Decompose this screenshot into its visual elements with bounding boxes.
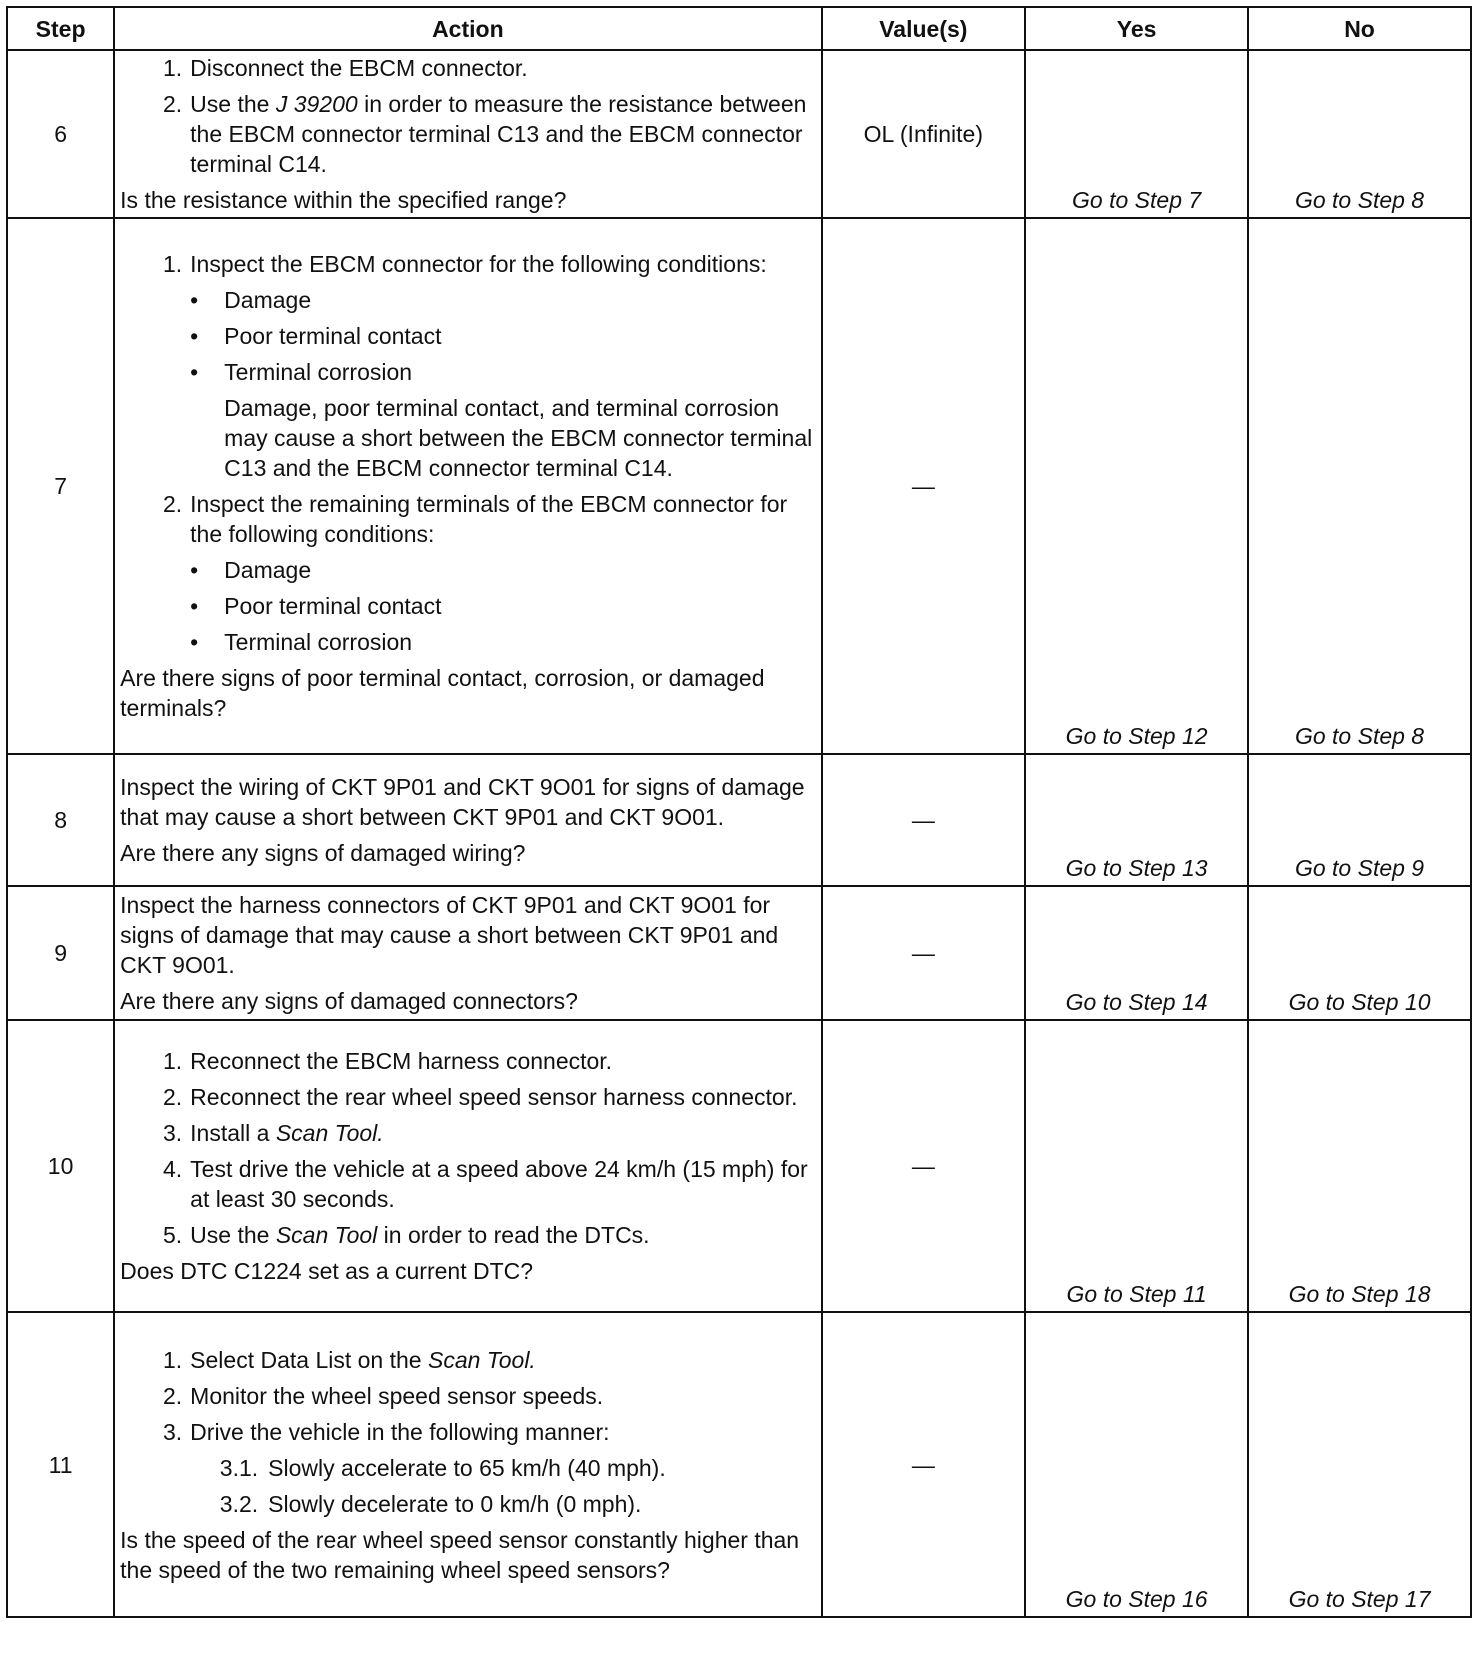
value-cell: — [822, 218, 1026, 754]
action-cell [114, 1020, 821, 1312]
bullet-item: • Damage [190, 287, 312, 313]
list-item: 2. Monitor the wheel speed sensor speeds. [162, 1382, 604, 1409]
header-yes: Yes [1025, 7, 1248, 50]
table-row [7, 1312, 1471, 1617]
yes-link[interactable]: Go to Step 16 [1025, 1312, 1248, 1617]
value-cell: — [822, 754, 1026, 886]
bullet-item: • Terminal corrosion [190, 359, 413, 385]
tool-name: Scan Tool [275, 1222, 378, 1248]
list-item: 5. Use the Scan Tool in order to read the DTCs. [162, 1222, 650, 1248]
step-number: 7 [7, 218, 114, 754]
diagnostic-table-page [6, 6, 1472, 1656]
list-item: 2. Reconnect the rear wheel speed sensor harness connector. [162, 1084, 798, 1110]
table-row [7, 754, 1471, 886]
value-cell: OL (Infinite) [822, 50, 1026, 218]
table-row [7, 50, 1471, 218]
header-step: Step [7, 7, 114, 50]
list-item: 1. Inspect the EBCM connector for the following conditions: [162, 251, 767, 277]
action-question: Are there any signs of damaged connectors? [120, 988, 578, 1014]
list-item: 1. Select Data List on the Scan Tool. [162, 1346, 536, 1373]
list-item: 1. Reconnect the EBCM harness connector. [162, 1048, 613, 1074]
table-row [7, 886, 1471, 1020]
yes-link[interactable]: Go to Step 14 [1025, 886, 1248, 1020]
step-number: 6 [7, 50, 114, 218]
list-item: 2. Inspect the remaining terminals of the EBCM connector for the following conditions: [162, 491, 788, 547]
step-number: 8 [7, 754, 114, 886]
header-values: Value(s) [822, 7, 1026, 50]
table-row [7, 1020, 1471, 1312]
table-header-row [7, 7, 1471, 50]
value-cell: — [822, 886, 1026, 1020]
action-question: Are there signs of poor terminal contact, corrosion, or damaged terminals? [120, 665, 765, 721]
step-number: 9 [7, 886, 114, 1020]
action-cell [114, 50, 821, 218]
table-row [7, 218, 1471, 754]
header-no: No [1248, 7, 1471, 50]
sub-list-item: 3.2. Slowly decelerate to 0 km/h (0 mph). [219, 1490, 642, 1517]
no-link[interactable]: Go to Step 18 [1248, 1020, 1471, 1312]
list-item: 1. Disconnect the EBCM connector. [162, 55, 528, 81]
note-text: Damage, poor terminal contact, and terminal corrosion may cause a short between the EBCM connector terminal C13 and the EBCM connector terminal C14. [224, 395, 813, 481]
no-link[interactable]: Go to Step 8 [1248, 50, 1471, 218]
action-question: Is the speed of the rear wheel speed sensor constantly higher than the speed of the two remaining wheel speed sensors? [120, 1526, 800, 1583]
value-cell: — [822, 1312, 1026, 1617]
step-number: 10 [7, 1020, 114, 1312]
tool-name: Scan Tool. [427, 1346, 536, 1373]
no-link[interactable]: Go to Step 10 [1248, 886, 1471, 1020]
list-item: 2. Use the J 39200 in order to measure the resistance between the EBCM connector terminal C13 and the EBCM connector terminal C14. [162, 91, 807, 177]
diagnostic-step-table [6, 6, 1472, 1618]
tool-name: Scan Tool. [275, 1120, 384, 1146]
list-item: 4. Test drive the vehicle at a speed above 24 km/h (15 mph) for at least 30 seconds. [162, 1156, 808, 1212]
action-question: Is the resistance within the specified range? [120, 187, 567, 213]
action-text: Inspect the wiring of CKT 9P01 and CKT 9O01 for signs of damage that may cause a short between CKT 9P01 and CKT 9O01. [120, 774, 805, 830]
sub-list-item: 3.1. Slowly accelerate to 65 km/h (40 mph). [219, 1454, 666, 1481]
action-cell [114, 1312, 821, 1617]
yes-link[interactable]: Go to Step 11 [1025, 1020, 1248, 1312]
header-action: Action [114, 7, 821, 50]
action-cell [114, 754, 821, 886]
bullet-item: • Poor terminal contact [190, 593, 442, 619]
action-cell [114, 886, 821, 1020]
action-cell [114, 218, 821, 754]
no-link[interactable]: Go to Step 8 [1248, 218, 1471, 754]
action-question: Does DTC C1224 set as a current DTC? [120, 1258, 534, 1284]
no-link[interactable]: Go to Step 17 [1248, 1312, 1471, 1617]
tool-name: J 39200 [275, 91, 358, 117]
yes-link[interactable]: Go to Step 12 [1025, 218, 1248, 754]
yes-link[interactable]: Go to Step 7 [1025, 50, 1248, 218]
bullet-item: • Poor terminal contact [190, 323, 442, 349]
yes-link[interactable]: Go to Step 13 [1025, 754, 1248, 886]
list-item: 3. Install a Scan Tool. [162, 1120, 384, 1146]
list-item: 3. Drive the vehicle in the following manner: [162, 1418, 610, 1445]
action-question: Are there any signs of damaged wiring? [120, 840, 526, 866]
bullet-item: • Damage [190, 557, 312, 583]
value-cell: — [822, 1020, 1026, 1312]
bullet-item: • Terminal corrosion [190, 629, 413, 655]
step-number: 11 [7, 1312, 114, 1617]
action-text: Inspect the harness connectors of CKT 9P01 and CKT 9O01 for signs of damage that may cause a short between CKT 9P01 and CKT 9O01. [120, 892, 779, 978]
no-link[interactable]: Go to Step 9 [1248, 754, 1471, 886]
